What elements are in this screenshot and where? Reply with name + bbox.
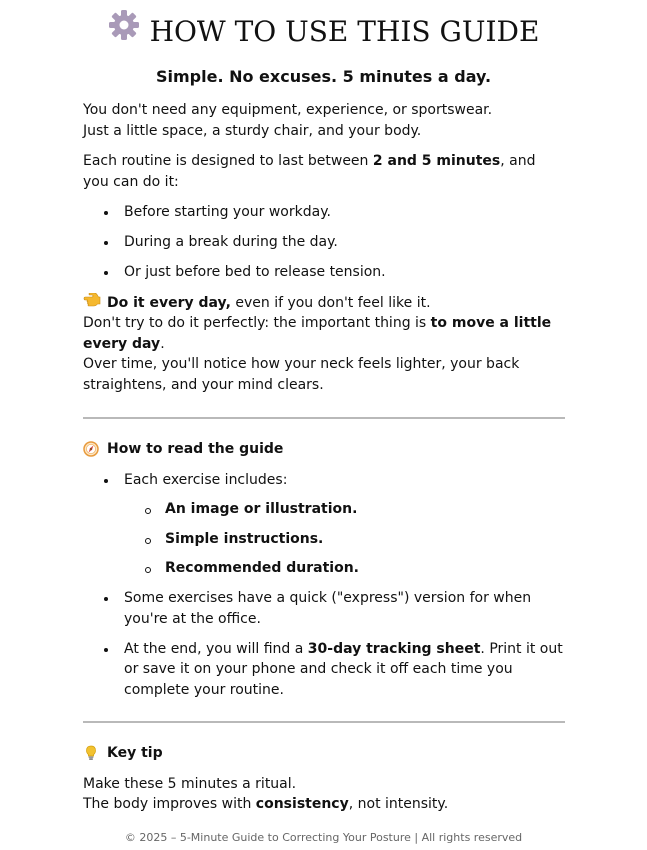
compass-icon	[83, 441, 99, 457]
copyright-footer: © 2025 – 5-Minute Guide to Correcting Your Posture | All rights reserved	[124, 831, 523, 844]
times-list	[83, 202, 565, 283]
daily-line-2-after: .	[160, 335, 165, 352]
intro-paragraph	[83, 100, 565, 141]
title-text: HOW TO USE THIS GUIDE	[149, 15, 540, 48]
daily-rest: even if you don't feel like it.	[230, 294, 431, 311]
tip-section-heading	[83, 743, 565, 764]
list-item: Or just before bed to release tension.	[83, 262, 565, 283]
intro-line-2: Just a little space, a sturdy chair, and your body.	[83, 122, 422, 139]
section-divider	[83, 417, 565, 419]
read-heading-text: How to read the guide	[107, 441, 284, 457]
tip-line-2-before: The body improves with	[83, 796, 256, 812]
list-item: Some exercises have a quick ("express") version for when you're at the office.	[83, 588, 565, 629]
tip-heading-text: Key tip	[107, 745, 163, 761]
guide-content	[83, 100, 565, 825]
light-bulb-icon	[83, 745, 99, 761]
page-title	[0, 12, 647, 52]
routine-text-after: , and you can do it:	[83, 153, 536, 190]
tip-line-2-after: , not intensity.	[348, 796, 449, 812]
list-item: Simple instructions.	[124, 529, 565, 550]
read-list	[83, 470, 565, 701]
list-item: An image or illustration.	[124, 499, 565, 520]
list-item: Before starting your workday.	[83, 202, 565, 223]
read-item-3-before: At the end, you will find a	[124, 640, 308, 657]
read-item-1: Each exercise includes:	[124, 471, 288, 488]
intro-line-1: You don't need any equipment, experience, or sportswear.	[83, 102, 493, 118]
daily-bold: Do it every day,	[107, 294, 231, 311]
list-item	[83, 470, 565, 579]
section-divider	[83, 721, 565, 723]
read-section-heading	[83, 439, 565, 460]
read-item-3-after: . Print it out or save it on your phone and check it off each time you complete your routine.	[124, 640, 563, 698]
routine-text-before: Each routine is designed to last between	[83, 153, 373, 169]
tip-line-2-bold: consistency	[255, 796, 349, 812]
tip-paragraph	[83, 774, 565, 815]
routine-paragraph	[83, 151, 565, 192]
routine-duration: 2 and 5 minutes	[372, 153, 501, 169]
daily-line-2-bold: to move a little every day	[83, 315, 552, 352]
read-item-3-bold: 30-day tracking sheet	[307, 640, 481, 657]
list-item	[83, 639, 565, 701]
pointing-hand-icon	[83, 293, 101, 307]
includes-list	[124, 499, 565, 579]
daily-line-2-before: Don't try to do it perfectly: the important thing is	[83, 315, 431, 331]
list-item: During a break during the day.	[83, 232, 565, 253]
daily-line-3: Over time, you'll notice how your neck feels lighter, your back straightens, and your mind clears.	[83, 356, 520, 393]
subtitle: Simple. No excuses. 5 minutes a day.	[155, 67, 492, 86]
list-item: Recommended duration.	[124, 558, 565, 579]
daily-paragraph	[83, 293, 565, 396]
tip-line-1: Make these 5 minutes a ritual.	[83, 775, 297, 792]
gear-icon	[108, 9, 140, 52]
